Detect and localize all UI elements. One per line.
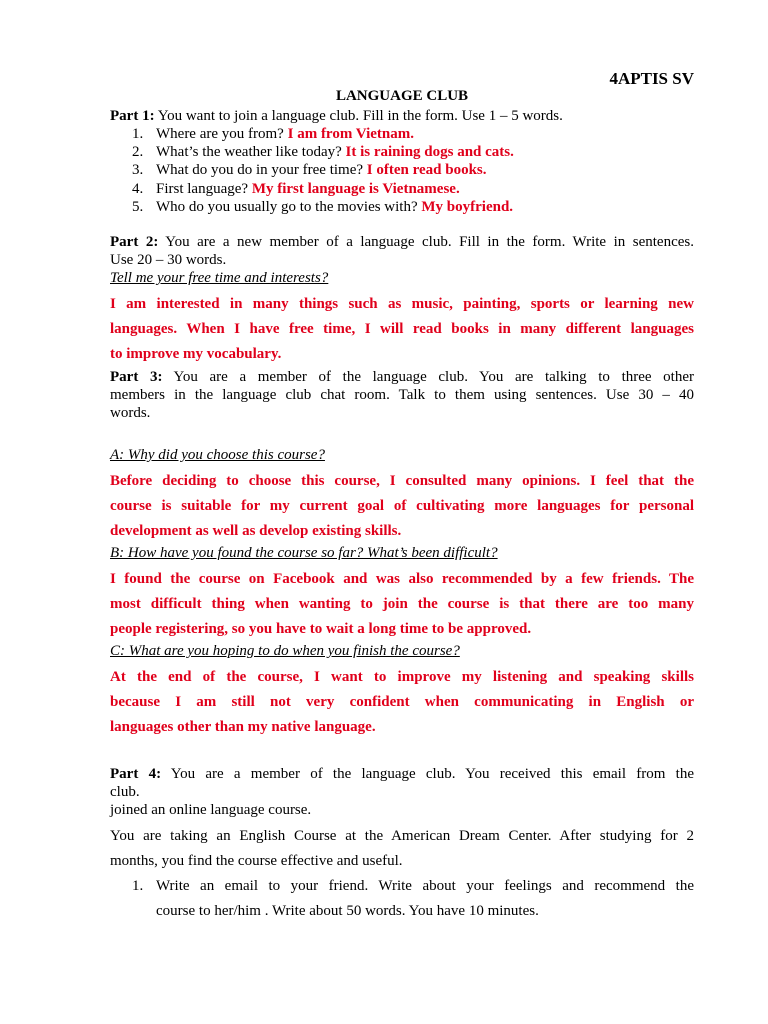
- document-code: 4APTIS SV: [609, 69, 694, 88]
- part3-answer-line: development as well as develop existing skills.: [110, 523, 402, 539]
- part3-instruction: [110, 368, 694, 386]
- part2-label: Part 2:: [110, 234, 159, 250]
- part3-instruction-line: members in the language club chat room. Talk to them using sentences. Use 30 – 40: [110, 387, 694, 403]
- part3-answer-line: languages other than my native language.: [110, 719, 376, 735]
- part3-label: Part 3:: [110, 369, 163, 385]
- list-number: 5.: [132, 199, 144, 215]
- part4-instruction: [110, 765, 694, 783]
- part4-line3: joined an online language course.: [110, 802, 312, 818]
- part4-label: Part 4:: [110, 766, 162, 782]
- part1-item: [110, 180, 460, 198]
- part1-item: [110, 161, 487, 179]
- part2-instruction: [110, 233, 694, 251]
- list-number: 2.: [132, 144, 144, 160]
- part3-instruction-line: words.: [110, 405, 151, 421]
- list-number: 4.: [132, 181, 144, 197]
- part1-item: [110, 143, 514, 161]
- part2-answer-line: to improve my vocabulary.: [110, 346, 282, 362]
- list-number: 1.: [132, 878, 144, 894]
- part3-question-c: C: What are you hoping to do when you finish the course?: [110, 643, 460, 659]
- part3-answer-line: because I am still not very confident when communicating in English or: [110, 694, 694, 710]
- part1-answer: I am from Vietnam.: [287, 126, 414, 142]
- part1-question: Who do you usually go to the movies with?: [156, 199, 422, 215]
- part1-label: Part 1:: [110, 108, 155, 124]
- part1-question: What do you do in your free time?: [156, 162, 367, 178]
- part2-instruction-line2: Use 20 – 30 words.: [110, 252, 227, 268]
- part4-task: [110, 874, 156, 899]
- part3-answer-line: people registering, so you have to wait a long time to be approved.: [110, 621, 532, 637]
- part1-answer: My first language is Vietnamese.: [251, 181, 460, 197]
- part1-answer: I often read books.: [366, 162, 487, 178]
- part3-answer-line: I found the course on Facebook and was also recommended by a few friends. The: [110, 571, 694, 587]
- part1-item: [110, 198, 513, 216]
- part3-answer-line: At the end of the course, I want to improve my listening and speaking skills: [110, 669, 694, 685]
- part2-answer-line: languages. When I have free time, I will read books in many different languages: [110, 321, 694, 337]
- part1-answer: It is raining dogs and cats.: [345, 144, 514, 160]
- part1-answer: My boyfriend.: [421, 199, 514, 215]
- part1-question: What’s the weather like today?: [156, 144, 346, 160]
- part1-question: First language?: [156, 181, 252, 197]
- part4-instruction-text: You are a member of the language club. You received this email from the: [161, 766, 694, 782]
- part1-item: [110, 125, 414, 143]
- list-number: 3.: [132, 162, 144, 178]
- part2-question: Tell me your free time and interests?: [110, 270, 329, 286]
- part2-answer-line: I am interested in many things such as music, painting, sports or learning new: [110, 296, 694, 312]
- part3-answer-line: Before deciding to choose this course, I consulted many opinions. I feel that the: [110, 473, 694, 489]
- part1-instruction-text: You want to join a language club. Fill in the form. Use 1 – 5 words.: [154, 108, 563, 124]
- part4-task-line: Write an email to your friend. Write about your feelings and recommend the: [156, 878, 694, 894]
- part4-instruction-line2: club.: [110, 784, 140, 800]
- part1-question: Where are you from?: [156, 126, 288, 142]
- part3-question-a: A: Why did you choose this course?: [110, 447, 325, 463]
- part1-instruction: [110, 107, 563, 125]
- part4-paragraph-line: You are taking an English Course at the American Dream Center. After studying for 2: [110, 828, 694, 844]
- part2-instruction-text: You are a new member of a language club. Fill in the form. Write in sentences.: [158, 234, 694, 250]
- part4-task-line: course to her/him . Write about 50 words. You have 10 minutes.: [156, 903, 539, 919]
- part3-question-b: B: How have you found the course so far? What’s been difficult?: [110, 545, 498, 561]
- part3-answer-line: most difficult thing when wanting to join the course is that there are too many: [110, 596, 694, 612]
- part3-answer-line: course is suitable for my current goal of cultivating more languages for personal: [110, 498, 694, 514]
- list-number: 1.: [132, 126, 144, 142]
- part4-paragraph-line: months, you find the course effective and useful.: [110, 853, 403, 869]
- document-title: LANGUAGE CLUB: [335, 88, 469, 104]
- part3-instruction-text: You are a member of the language club. You are talking to three other: [162, 369, 694, 385]
